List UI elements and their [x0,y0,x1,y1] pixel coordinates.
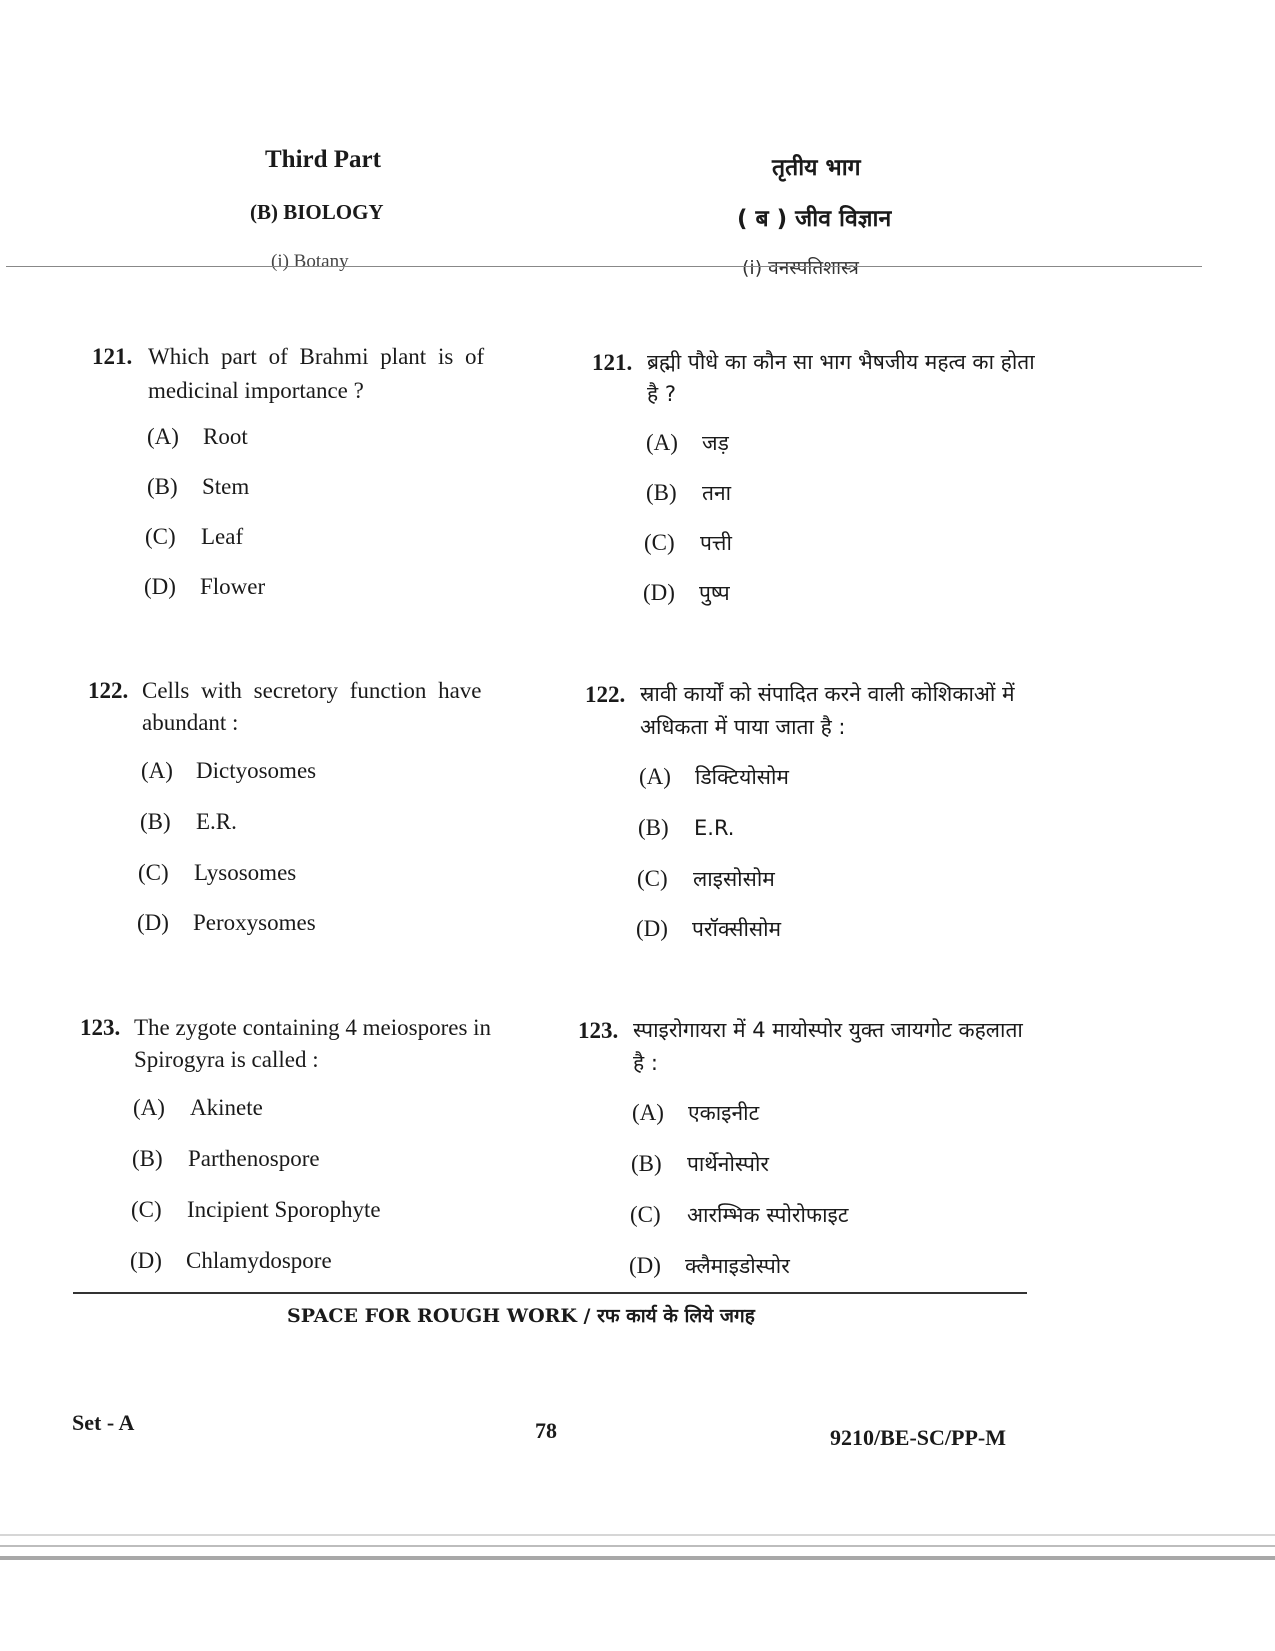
question-123-hi [578,1014,1063,1304]
footer-set: Set - A [72,1410,135,1435]
option-label: (B) [646,480,677,505]
option-text: जड़ [702,431,729,455]
option-text: पार्थेनोस्पोर [687,1152,770,1176]
option-label: (A) [632,1100,664,1125]
question-stem-line-1: स्रावी कार्यों को संपादित करने वाली कोशिकाओं में [640,682,1015,706]
rough-work-caption: SPACE FOR ROUGH WORK / रफ कार्य के लिये जगह [287,1305,755,1327]
question-stem-line-1: Cells with secretory function have [142,678,482,703]
option-text: पुष्प [699,581,730,605]
option-text: डिक्टियोसोम [695,765,789,789]
option-label: (B) [631,1151,662,1176]
question-stem-line-2: Spirogyra is called : [134,1047,319,1072]
option-label: (C) [644,530,675,555]
option-label: (D) [629,1253,661,1278]
option-b[interactable] [140,805,460,839]
option-a[interactable] [639,760,959,794]
option-text: लाइसोसोम [693,867,775,891]
header-divider [6,266,1202,267]
option-label: (A) [141,758,173,783]
option-b[interactable] [646,476,946,510]
question-number: 121. [92,344,133,369]
option-text: Peroxysomes [193,910,316,935]
option-a[interactable] [133,1091,453,1125]
option-label: (B) [140,809,171,834]
option-label: (B) [638,815,669,840]
footer-paper-code: 9210/BE-SC/PP-M [830,1425,1006,1450]
header-subject-hi: ( ब ) जीव विज्ञान [737,206,892,232]
option-label: (C) [131,1197,162,1222]
option-text: E.R. [694,816,735,840]
option-d[interactable] [137,906,457,940]
header-subject-en: (B) BIOLOGY [250,200,384,224]
option-c[interactable] [145,520,445,554]
option-label: (A) [646,430,678,455]
option-c[interactable] [131,1193,451,1227]
question-121-hi [592,346,1062,636]
option-a[interactable] [141,754,461,788]
option-text: E.R. [196,809,237,834]
option-label: (D) [137,910,169,935]
option-text: Incipient Sporophyte [187,1197,381,1222]
header-part-en: Third Part [265,146,381,173]
option-text: Akinete [190,1095,263,1120]
option-b[interactable] [147,470,447,504]
option-label: (D) [144,574,176,599]
question-stem-line-2: अधिकता में पाया जाता है : [640,715,846,739]
option-label: (A) [147,424,179,449]
question-number: 123. [80,1015,121,1040]
header-section-en: (i) Botany [271,251,349,272]
question-number: 122. [88,678,129,703]
rough-work-divider [73,1292,1027,1294]
option-text: तना [702,481,732,505]
question-number: 122. [585,682,626,707]
question-stem-line-2: medicinal importance ? [148,378,364,403]
option-text: Parthenospore [188,1146,320,1171]
option-d[interactable] [643,576,943,610]
option-d[interactable] [130,1244,450,1278]
option-text: पत्ती [700,531,732,555]
question-123-en [80,1011,555,1301]
option-label: (C) [145,524,176,549]
option-label: (B) [132,1146,163,1171]
option-label: (C) [637,866,668,891]
option-text: Stem [202,474,250,499]
option-d[interactable] [636,912,956,946]
option-label: (C) [630,1202,661,1227]
option-text: Lysosomes [194,860,297,885]
option-text: Chlamydospore [186,1248,332,1273]
question-number: 123. [578,1018,619,1043]
option-text: एकाइनीट [688,1101,760,1125]
scan-edge-line [0,1534,1275,1536]
option-text: क्लैमाइडोस्पोर [685,1254,790,1278]
option-label: (A) [133,1095,165,1120]
option-a[interactable] [646,426,946,460]
option-label: (B) [147,474,178,499]
question-stem-line-1: Which part of Brahmi plant is of [148,344,485,369]
option-a[interactable] [147,420,447,454]
footer-page-number: 78 [535,1418,557,1443]
question-stem-line-2: है ? [647,382,676,406]
question-stem-line-2: है : [633,1051,658,1075]
question-122-hi [585,678,1065,968]
option-text: Leaf [201,524,244,549]
option-c[interactable] [138,856,458,890]
scan-edge-line [0,1556,1275,1560]
header-part-hi: तृतीय भाग [772,155,861,181]
option-a[interactable] [632,1096,952,1130]
option-b[interactable] [631,1147,951,1181]
option-label: (C) [138,860,169,885]
option-d[interactable] [144,570,444,604]
question-stem-line-1: ब्रह्मी पौधे का कौन सा भाग भैषजीय महत्व का होता [647,350,1035,374]
option-b[interactable] [638,811,958,845]
question-stem-line-2: abundant : [142,710,239,735]
option-c[interactable] [644,526,944,560]
header-section-hi: (i) वनस्पतिशास्त्र [742,257,859,279]
option-text: Dictyosomes [196,758,317,783]
option-text: Flower [200,574,266,599]
option-label: (D) [643,580,675,605]
option-text: परॉक्सीसोम [692,917,782,941]
option-c[interactable] [637,862,957,896]
question-stem-line-1: The zygote containing 4 meiospores in [134,1015,492,1040]
option-d[interactable] [629,1249,949,1283]
question-121-en [92,340,552,630]
question-122-en [88,674,548,964]
scan-edge-line [0,1545,1275,1547]
question-number: 121. [592,350,633,375]
option-text: Root [203,424,248,449]
option-text: आरम्भिक स्पोरोफाइट [687,1203,849,1227]
option-c[interactable] [630,1198,950,1232]
option-label: (D) [130,1248,162,1273]
option-b[interactable] [132,1142,452,1176]
option-label: (A) [639,764,671,789]
question-stem-line-1: स्पाइरोगायरा में 4 मायोस्पोर युक्त जायगोट कहलाता [633,1018,1023,1042]
option-label: (D) [636,916,668,941]
